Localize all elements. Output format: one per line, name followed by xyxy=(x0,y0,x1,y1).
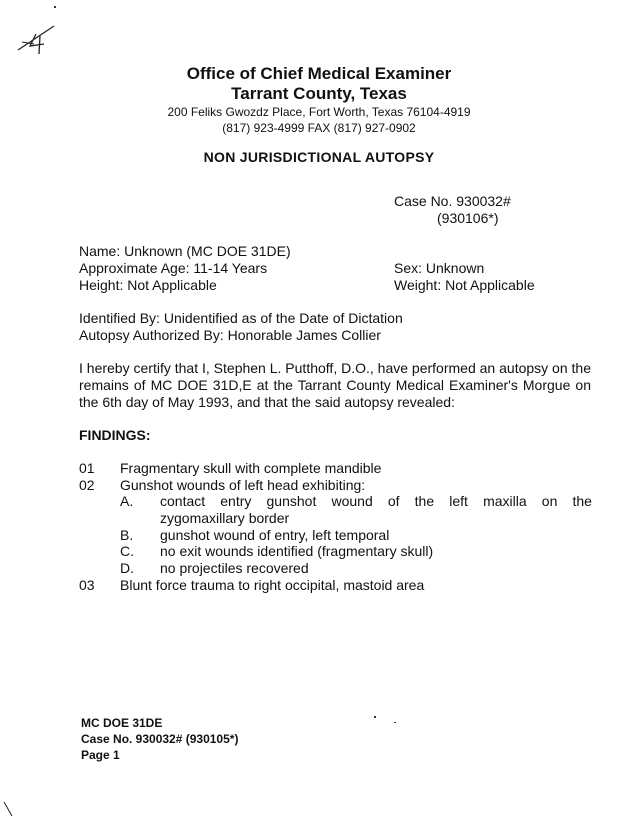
scan-edge-mark xyxy=(2,800,16,820)
subfinding-text: no exit wounds identified (fragmentary skull) xyxy=(160,543,434,559)
document-title: NON JURISDICTIONAL AUTOPSY xyxy=(203,149,435,165)
finding-number: 02 xyxy=(79,477,95,493)
county-title: Tarrant County, Texas xyxy=(231,84,407,103)
footer-case-name: MC DOE 31DE xyxy=(81,716,163,730)
subfinding-letter: D. xyxy=(120,560,134,576)
case-alt-number: (930106*) xyxy=(437,210,499,226)
subfinding-text-line xyxy=(160,493,592,509)
office-address: 200 Feliks Gwozdz Place, Fort Worth, Texas 76104-4919 xyxy=(167,105,471,119)
finding-text: Blunt force trauma to right occipital, mastoid area xyxy=(120,577,425,593)
subfinding-text: no projectiles recovered xyxy=(160,560,309,576)
subfinding-letter: A. xyxy=(120,493,134,509)
handwritten-page-mark xyxy=(14,20,60,60)
subject-weight: Weight: Not Applicable xyxy=(394,277,535,293)
subject-name: Name: Unknown (MC DOE 31DE) xyxy=(79,243,291,259)
subject-sex: Sex: Unknown xyxy=(394,260,485,276)
office-phone: (817) 923-4999 FAX (817) 927-0902 xyxy=(222,121,416,135)
word: gunshot xyxy=(266,493,317,509)
office-title: Office of Chief Medical Examiner xyxy=(186,64,452,83)
word: the xyxy=(414,493,435,509)
subfinding-letter: C. xyxy=(120,543,134,559)
finding-number: 01 xyxy=(79,460,95,476)
subfinding-text: gunshot wound of entry, left temporal xyxy=(160,527,390,543)
certification-paragraph: I hereby certify that I, Stephen L. Putthoff, D.O., have performed an autopsy on the remains of MC DOE 31D,E at the Tarrant County Medical Examiner's Morgue on the 6th day of May 1993, and that the said autopsy revealed: xyxy=(79,360,591,410)
subfinding-letter: B. xyxy=(120,527,134,543)
word: entry xyxy=(220,493,252,509)
subfinding-text-continued: zygomaxillary border xyxy=(160,510,290,526)
case-number: Case No. 930032# xyxy=(394,193,511,209)
footer-case-number: Case No. 930032# (930105*) xyxy=(81,732,239,746)
identified-by: Identified By: Unidentified as of the Date of Dictation xyxy=(79,310,403,326)
scan-speck xyxy=(54,6,56,8)
word: contact xyxy=(160,493,206,509)
authorized-by: Autopsy Authorized By: Honorable James Collier xyxy=(79,327,381,343)
word: on xyxy=(541,493,558,509)
findings-heading: FINDINGS: xyxy=(79,427,151,443)
footer-page-number: Page 1 xyxy=(81,748,120,762)
scan-speck xyxy=(394,722,396,723)
word: the xyxy=(572,493,592,509)
subject-age: Approximate Age: 11-14 Years xyxy=(79,260,268,276)
finding-text: Fragmentary skull with complete mandible xyxy=(120,460,382,476)
subject-height: Height: Not Applicable xyxy=(79,277,217,293)
word: of xyxy=(387,493,400,509)
word: maxilla xyxy=(483,493,527,509)
word: wound xyxy=(331,493,373,509)
word: left xyxy=(449,493,468,509)
scan-speck xyxy=(374,716,376,718)
finding-text: Gunshot wounds of left head exhibiting: xyxy=(120,477,366,493)
finding-number: 03 xyxy=(79,577,95,593)
